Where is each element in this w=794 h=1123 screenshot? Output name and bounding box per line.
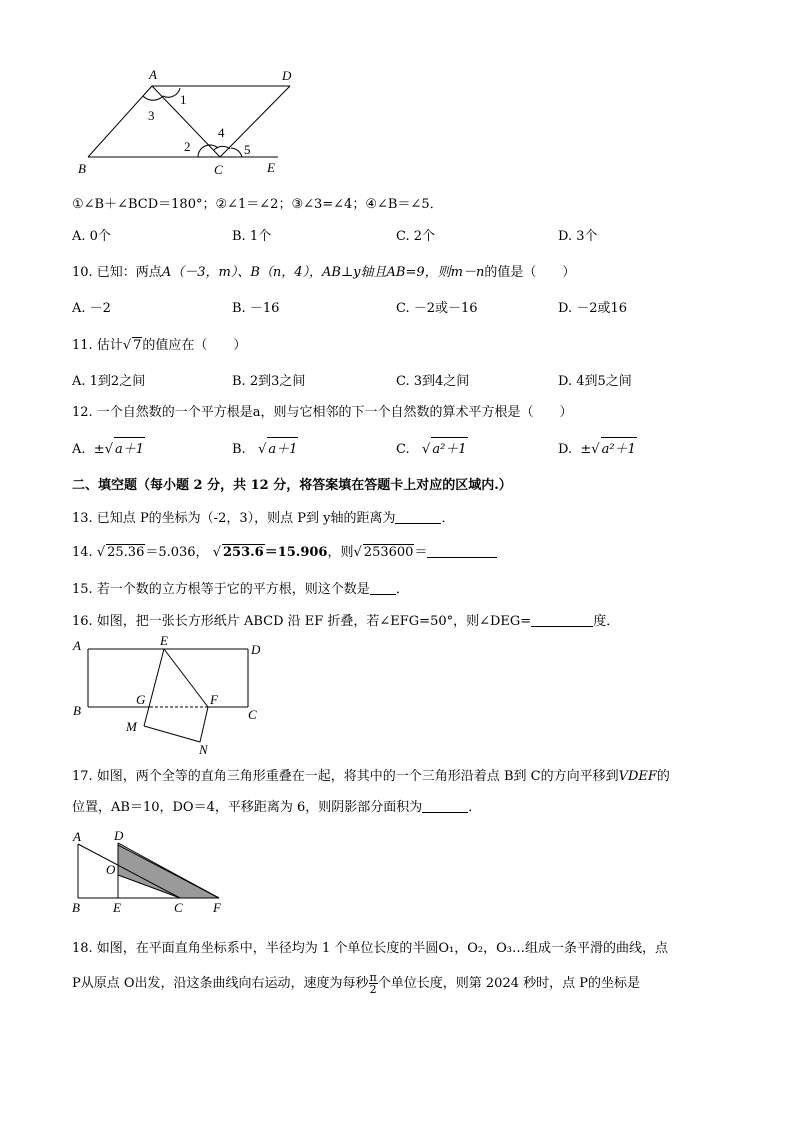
q15-end: ． [395, 582, 409, 597]
q17-line2-end: ． [468, 800, 482, 815]
sqrt-sign-icon: √ [96, 545, 106, 560]
fig17-label-A: A [73, 829, 81, 844]
fig16-label-D: D [251, 642, 261, 657]
q10-tail: 的值是（ ） [484, 265, 576, 280]
q9-option-d[interactable]: D. 3个 [558, 229, 598, 244]
q11-option-b[interactable]: B. 2到3之间 [232, 374, 306, 389]
q12-option-a-radicand: a＋1 [114, 437, 145, 457]
q9-option-c[interactable]: C. 2个 [396, 229, 436, 244]
q10-point-a: A（－3，m）、 [161, 265, 251, 280]
q10-option-c[interactable]: C. －2或－16 [396, 301, 478, 316]
fig16-label-G: G [136, 692, 146, 707]
sqrt-sign-icon: √ [122, 338, 132, 353]
sqrt-sign-icon: √ [422, 442, 431, 457]
q12-option-a-label: A. [72, 442, 86, 457]
q10-cond: AB=9，则 [386, 265, 451, 280]
fig17-label-E: E [113, 900, 121, 915]
fig9-label-B: B [78, 161, 86, 176]
q12-option-d-pm: ± [580, 442, 592, 457]
q12-option-c-label: C. [396, 442, 410, 457]
sqrt-sign-icon: √ [258, 442, 267, 457]
q11-head: 11. 估计 [72, 338, 123, 353]
fig9-label-A: A [149, 67, 157, 82]
q14-value-1: ＝5.036， [145, 545, 209, 560]
q10-perp: AB⊥y轴且 [322, 265, 387, 280]
q15-text: 15. 若一个数的立方根等于它的平方根，则这个数是 [72, 582, 370, 597]
q11-option-a[interactable]: A. 1到2之间 [72, 374, 146, 389]
q17-line2-text: 位置，AB＝10，DO＝4，平移距离为 6，则阴影部分面积为 [72, 800, 423, 815]
fig17-label-C: C [174, 900, 183, 915]
fig9-label-E: E [267, 160, 275, 175]
q9-option-b[interactable]: B. 1个 [232, 229, 272, 244]
q14-value-3: ＝ [414, 545, 428, 560]
fig17-label-O: O [106, 862, 116, 877]
q13-end: ． [441, 511, 455, 526]
q12-option-b-label: B. [232, 442, 246, 457]
fig17-label-F: F [213, 900, 221, 915]
q9-option-a[interactable]: A. 0个 [72, 229, 111, 244]
q11-option-c[interactable]: C. 3到4之间 [396, 374, 470, 389]
fig9-label-C: C [214, 162, 223, 177]
q14-radicand-1: 25.36 [107, 545, 145, 560]
q9-statements: ①∠B＋∠BCD＝180°；②∠1＝∠2；③∠3=∠4；④∠B＝∠5． [72, 197, 443, 212]
q12-option-c-radicand: a²＋1 [431, 437, 467, 457]
q11-tail: 的值应在（ ） [142, 338, 247, 353]
fig16-label-N: N [199, 742, 208, 757]
q10-option-b[interactable]: B. －16 [232, 301, 280, 316]
sqrt-sign-icon: √ [104, 442, 113, 457]
fig9-angle-1: 1 [180, 92, 187, 107]
q18-fraction-numerator: π [369, 971, 377, 984]
q14-mid: ，则 [327, 545, 354, 560]
q14-radicand-2: 253.6 [223, 545, 264, 560]
section2-title: 二、填空题（每小题 2 分，共 12 分，将答案填在答题卡上对应的区域内.） [72, 478, 512, 493]
q10-point-b: B（n，4）， [250, 265, 323, 280]
sqrt-sign-icon: √ [212, 545, 221, 560]
q10-expr: m－n [450, 265, 485, 280]
q17-line1-text: 17. 如图，两个全等的直角三角形重叠在一起，将其中的一个三角形沿着点 B到 C的方向平移到 [72, 769, 619, 784]
sqrt-sign-icon: √ [591, 442, 600, 457]
fig9-angle-4: 4 [218, 125, 225, 140]
q17-triangle: VDEF [618, 769, 657, 784]
q16-end: 度． [593, 614, 620, 629]
fig17-label-D: D [114, 828, 124, 843]
fig16-label-F: F [210, 692, 218, 707]
fig16-label-E: E [160, 633, 168, 648]
q14-value-2: ＝15.906 [264, 545, 328, 560]
fig16-label-C: C [248, 707, 257, 722]
fig9-angle-3: 3 [148, 108, 155, 123]
fig17-label-B: B [72, 900, 80, 915]
q11-option-d[interactable]: D. 4到5之间 [558, 374, 632, 389]
q18-line1: 18. 如图，在平面直角坐标系中，半径均为 1 个单位长度的半圆O₁，O₂，O₃…组成一条平滑的曲线，点 [72, 941, 668, 956]
sqrt-sign-icon: √ [353, 545, 362, 560]
q14-number: 14. [72, 545, 93, 560]
q12-option-d-radicand: a²＋1 [601, 437, 637, 457]
q16-text: 16. 如图，把一张长方形纸片 ABCD 沿 EF 折叠，若∠EFG=50°，则∠DEG= [72, 614, 532, 629]
q18-line2 [72, 972, 640, 995]
q18-line2-tail: 个单位长度，则第 2024 秒时，点 P的坐标是 [377, 976, 641, 991]
q18-line2-text: P从原点 O出发，沿这条曲线向右运动，速度为每秒 [72, 976, 369, 991]
fig16-label-A: A [73, 638, 81, 653]
fig9-label-D: D [282, 68, 292, 83]
q10-number: 10. 已知：两点 [72, 265, 162, 280]
fig9-angle-5: 5 [244, 142, 251, 157]
q18-fraction-denominator: 2 [369, 983, 377, 996]
q14-radicand-3: 253600 [363, 545, 414, 560]
q12-question: 12. 一个自然数的一个平方根是a，则与它相邻的下一个自然数的算术平方根是（ ） [72, 405, 573, 420]
q11-radicand: 7 [133, 338, 142, 353]
fig16-label-B: B [73, 703, 81, 718]
q10-option-a[interactable]: A. －2 [72, 301, 111, 316]
q18-fraction [369, 972, 378, 995]
q17-line1-end: 的 [656, 769, 670, 784]
fig9-angle-2: 2 [184, 139, 191, 154]
q12-option-d-label: D. [558, 442, 573, 457]
q10-option-d[interactable]: D. －2或16 [558, 301, 628, 316]
q12-option-a-pm: ± [93, 442, 105, 457]
fig16-label-M: M [126, 719, 137, 734]
q12-option-b-radicand: a＋1 [267, 437, 298, 457]
q13-text: 13. 已知点 P的坐标为（-2，3），则点 P到 y轴的距离为 [72, 511, 396, 526]
